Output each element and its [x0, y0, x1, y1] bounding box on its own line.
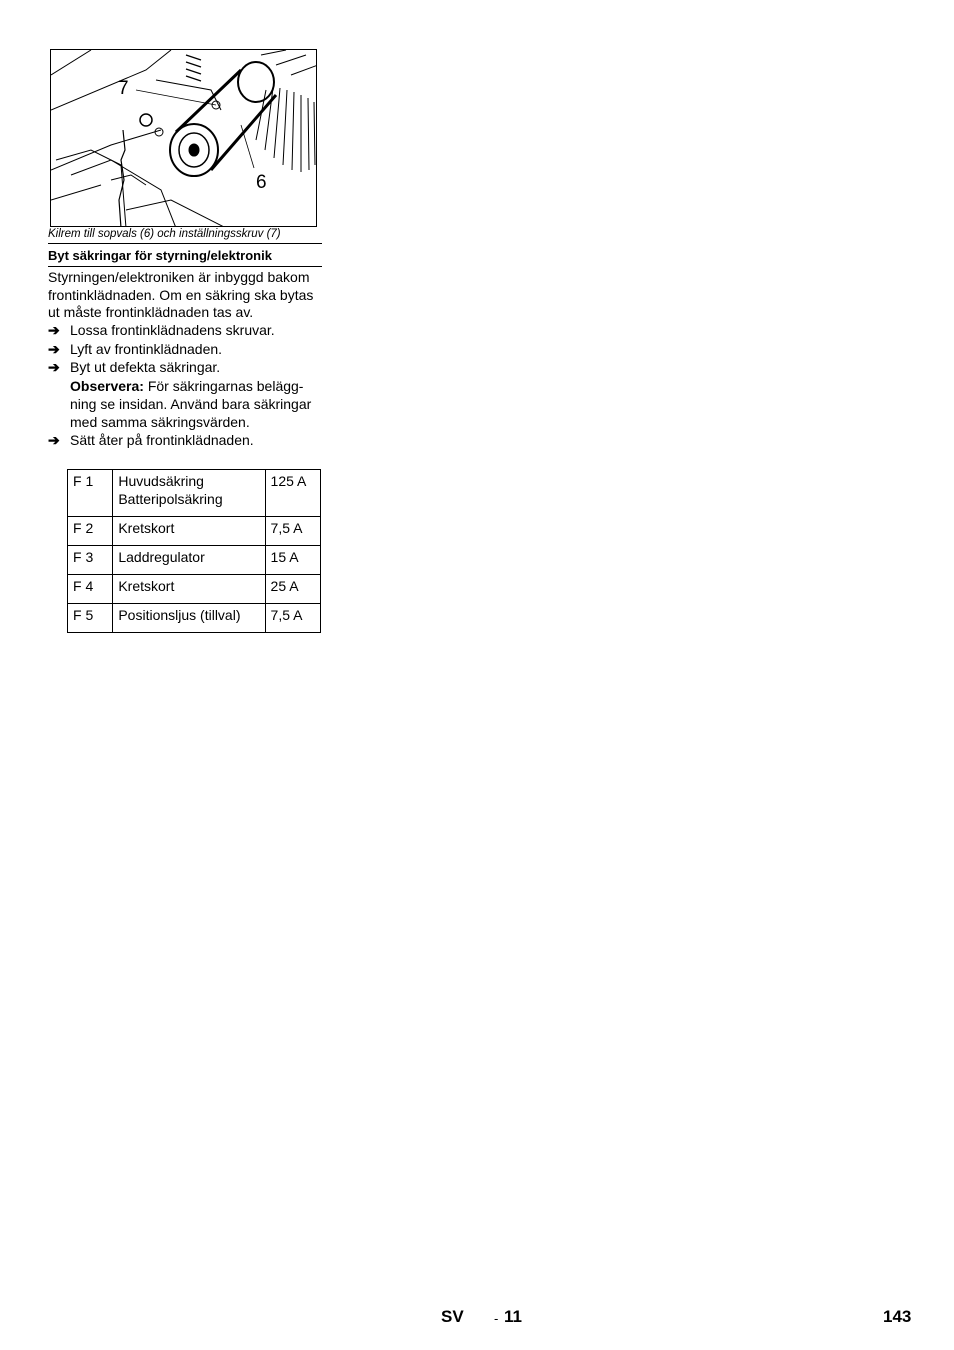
callout-7: 7: [118, 78, 129, 99]
fuse-id: F 3: [68, 546, 113, 575]
fuse-id: F 4: [68, 575, 113, 604]
table-row: [68, 546, 321, 575]
instruction-steps: [48, 321, 322, 449]
table-row: [68, 575, 321, 604]
table-row: [68, 517, 321, 546]
footer-section-page: 11: [504, 1307, 522, 1326]
fuse-desc: Kretskort: [113, 517, 265, 546]
belt-drawing: [51, 50, 317, 227]
fuse-value: 7,5 A: [265, 604, 320, 633]
fuse-id: F 5: [68, 604, 113, 633]
step-text: Sätt åter på frontinklädnaden.: [70, 431, 254, 448]
step-item: [48, 340, 322, 359]
step-text: Lyft av frontinklädnaden.: [70, 340, 223, 357]
arrow-icon: ➔: [48, 340, 60, 357]
step-text: Byt ut defekta säkringar.: [70, 359, 221, 375]
arrow-icon: ➔: [48, 322, 60, 338]
arrow-icon: ➔: [48, 359, 60, 375]
step-item: [48, 431, 322, 450]
fuse-desc: Huvudsäkring Batteripolsäkring: [113, 470, 265, 517]
section-intro: Styrningen/elektroniken är inbyggd bakom frontinklädnaden. Om en säkring ska bytas ut måste frontinklädnaden tas av.: [48, 269, 314, 320]
fuse-desc: Laddregulator: [113, 546, 265, 575]
footer-language: SV: [441, 1307, 464, 1326]
belt-illustration: [50, 49, 317, 227]
step-item: [48, 321, 322, 340]
note-label: Observera:: [70, 377, 144, 394]
fuse-id: F 2: [68, 517, 113, 546]
step-text: Lossa frontinklädnadens skruvar.: [70, 322, 275, 338]
table-row: [68, 470, 321, 517]
figure-caption: Kilrem till sopvals (6) och inställningsskruv (7): [48, 228, 322, 244]
note-text: För säkringarnas belägg-ning se insidan. Använd bara säkringar med samma säkringsvärden.: [70, 377, 312, 430]
fuse-id: F 1: [68, 470, 113, 517]
fuse-value: 7,5 A: [265, 517, 320, 546]
fuse-value: 125 A: [265, 470, 320, 517]
fuse-desc: Positionsljus (tillval): [113, 604, 265, 633]
callout-6: 6: [256, 172, 267, 193]
fuse-value: 25 A: [265, 575, 320, 604]
note: [48, 377, 322, 431]
fuse-table: [67, 469, 321, 633]
footer-page-number: 143: [883, 1307, 912, 1326]
fuse-value: 15 A: [265, 546, 320, 575]
section-title: Byt säkringar för styrning/elektronik: [48, 248, 322, 267]
fuse-desc: Kretskort: [113, 575, 265, 604]
table-row: [68, 604, 321, 633]
footer-dash: -: [494, 1311, 499, 1326]
step-item: [48, 358, 322, 377]
arrow-icon: ➔: [48, 431, 60, 448]
